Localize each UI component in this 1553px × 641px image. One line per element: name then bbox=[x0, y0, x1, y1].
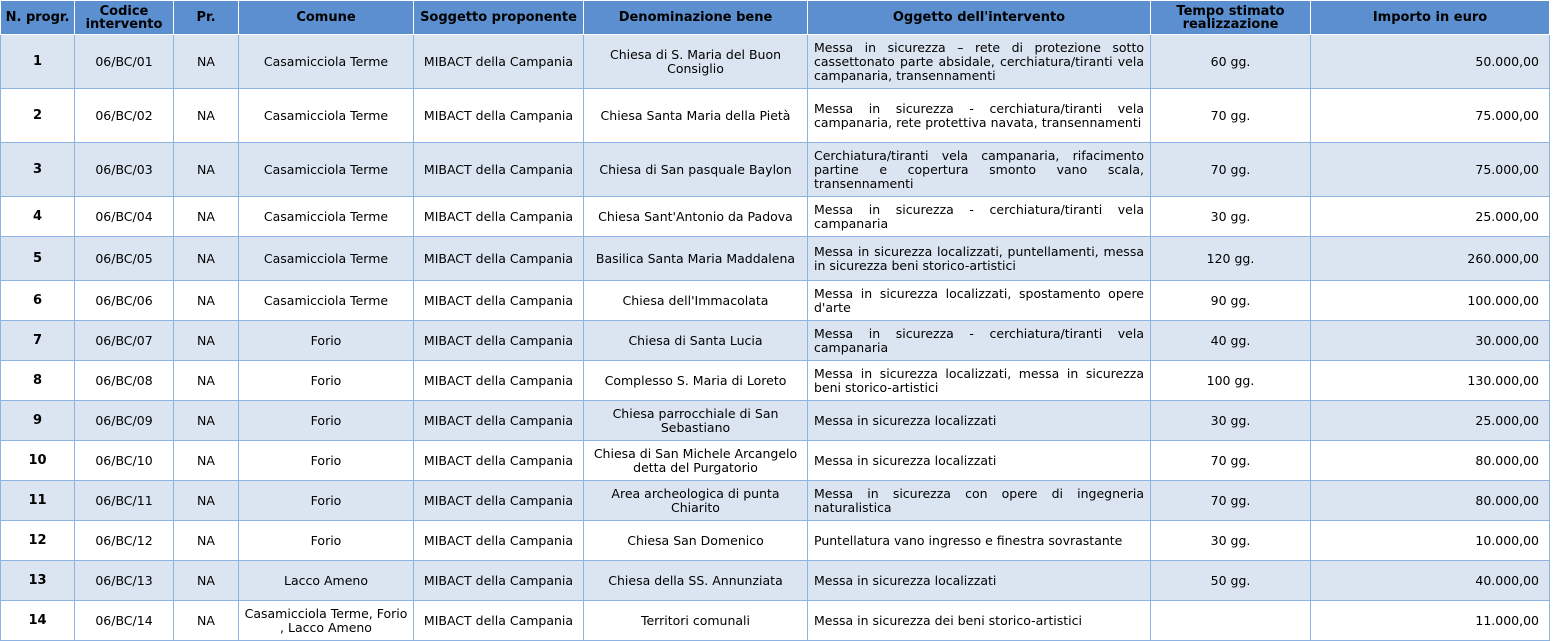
table-row bbox=[1, 481, 1550, 521]
cell-codice: 06/BC/01 bbox=[75, 35, 174, 89]
table-row bbox=[1, 35, 1550, 89]
cell-oggetto: Messa in sicurezza localizzati bbox=[808, 401, 1151, 441]
cell-soggetto: MIBACT della Campania bbox=[414, 481, 584, 521]
header-codice: Codice intervento bbox=[75, 1, 174, 35]
cell-n-progr: 2 bbox=[1, 89, 75, 143]
table-row bbox=[1, 601, 1550, 641]
cell-soggetto: MIBACT della Campania bbox=[414, 601, 584, 641]
cell-n-progr: 12 bbox=[1, 521, 75, 561]
cell-soggetto: MIBACT della Campania bbox=[414, 89, 584, 143]
cell-codice: 06/BC/04 bbox=[75, 197, 174, 237]
cell-codice: 06/BC/13 bbox=[75, 561, 174, 601]
cell-oggetto: Messa in sicurezza localizzati bbox=[808, 441, 1151, 481]
cell-tempo: 30 gg. bbox=[1151, 521, 1311, 561]
table-row bbox=[1, 401, 1550, 441]
cell-tempo: 40 gg. bbox=[1151, 321, 1311, 361]
header-pr: Pr. bbox=[174, 1, 239, 35]
cell-soggetto: MIBACT della Campania bbox=[414, 143, 584, 197]
cell-comune: Forio bbox=[239, 321, 414, 361]
cell-codice: 06/BC/06 bbox=[75, 281, 174, 321]
cell-tempo: 90 gg. bbox=[1151, 281, 1311, 321]
cell-importo: 80.000,00 bbox=[1311, 481, 1550, 521]
header-n-progr: N. progr. bbox=[1, 1, 75, 35]
cell-n-progr: 5 bbox=[1, 237, 75, 281]
cell-oggetto: Cerchiatura/tiranti vela campanaria, rifacimento partine e copertura smonto vano scala, transennamenti bbox=[808, 143, 1151, 197]
cell-pr: NA bbox=[174, 561, 239, 601]
header-importo: Importo in euro bbox=[1311, 1, 1550, 35]
cell-comune: Lacco Ameno bbox=[239, 561, 414, 601]
cell-importo: 11.000,00 bbox=[1311, 601, 1550, 641]
cell-oggetto: Messa in sicurezza - cerchiatura/tiranti vela campanaria bbox=[808, 197, 1151, 237]
cell-oggetto: Messa in sicurezza - cerchiatura/tiranti vela campanaria, rete protettiva navata, transennamenti bbox=[808, 89, 1151, 143]
table-body bbox=[1, 35, 1550, 641]
cell-tempo: 30 gg. bbox=[1151, 197, 1311, 237]
cell-pr: NA bbox=[174, 237, 239, 281]
cell-denominazione: Territori comunali bbox=[584, 601, 808, 641]
cell-tempo: 70 gg. bbox=[1151, 89, 1311, 143]
cell-denominazione: Complesso S. Maria di Loreto bbox=[584, 361, 808, 401]
table-row bbox=[1, 521, 1550, 561]
header-denominazione: Denominazione bene bbox=[584, 1, 808, 35]
cell-denominazione: Chiesa di San pasquale Baylon bbox=[584, 143, 808, 197]
cell-comune: Forio bbox=[239, 361, 414, 401]
cell-tempo: 100 gg. bbox=[1151, 361, 1311, 401]
cell-comune: Forio bbox=[239, 521, 414, 561]
cell-n-progr: 9 bbox=[1, 401, 75, 441]
cell-n-progr: 7 bbox=[1, 321, 75, 361]
cell-soggetto: MIBACT della Campania bbox=[414, 401, 584, 441]
cell-soggetto: MIBACT della Campania bbox=[414, 35, 584, 89]
cell-importo: 260.000,00 bbox=[1311, 237, 1550, 281]
cell-soggetto: MIBACT della Campania bbox=[414, 237, 584, 281]
cell-codice: 06/BC/02 bbox=[75, 89, 174, 143]
cell-soggetto: MIBACT della Campania bbox=[414, 441, 584, 481]
cell-denominazione: Chiesa di San Michele Arcangelo detta del Purgatorio bbox=[584, 441, 808, 481]
cell-n-progr: 1 bbox=[1, 35, 75, 89]
cell-soggetto: MIBACT della Campania bbox=[414, 281, 584, 321]
cell-soggetto: MIBACT della Campania bbox=[414, 521, 584, 561]
cell-importo: 75.000,00 bbox=[1311, 143, 1550, 197]
cell-tempo: 50 gg. bbox=[1151, 561, 1311, 601]
cell-n-progr: 6 bbox=[1, 281, 75, 321]
cell-pr: NA bbox=[174, 481, 239, 521]
cell-comune: Casamicciola Terme bbox=[239, 143, 414, 197]
table-row bbox=[1, 561, 1550, 601]
cell-oggetto: Messa in sicurezza localizzati, puntellamenti, messa in sicurezza beni storico-artistici bbox=[808, 237, 1151, 281]
table-row bbox=[1, 143, 1550, 197]
table-row bbox=[1, 281, 1550, 321]
cell-denominazione: Chiesa di S. Maria del Buon Consiglio bbox=[584, 35, 808, 89]
cell-comune: Forio bbox=[239, 481, 414, 521]
cell-denominazione: Basilica Santa Maria Maddalena bbox=[584, 237, 808, 281]
cell-tempo: 70 gg. bbox=[1151, 143, 1311, 197]
cell-importo: 130.000,00 bbox=[1311, 361, 1550, 401]
table-row bbox=[1, 197, 1550, 237]
cell-tempo: 70 gg. bbox=[1151, 481, 1311, 521]
cell-n-progr: 4 bbox=[1, 197, 75, 237]
cell-pr: NA bbox=[174, 321, 239, 361]
cell-oggetto: Messa in sicurezza localizzati bbox=[808, 561, 1151, 601]
cell-comune: Forio bbox=[239, 441, 414, 481]
header-soggetto: Soggetto proponente bbox=[414, 1, 584, 35]
cell-oggetto: Messa in sicurezza dei beni storico-artistici bbox=[808, 601, 1151, 641]
cell-tempo: 60 gg. bbox=[1151, 35, 1311, 89]
table-row bbox=[1, 321, 1550, 361]
cell-tempo: 30 gg. bbox=[1151, 401, 1311, 441]
cell-pr: NA bbox=[174, 361, 239, 401]
cell-pr: NA bbox=[174, 601, 239, 641]
cell-importo: 30.000,00 bbox=[1311, 321, 1550, 361]
cell-comune: Casamicciola Terme bbox=[239, 281, 414, 321]
cell-n-progr: 8 bbox=[1, 361, 75, 401]
cell-pr: NA bbox=[174, 89, 239, 143]
cell-importo: 50.000,00 bbox=[1311, 35, 1550, 89]
cell-denominazione: Chiesa Sant'Antonio da Padova bbox=[584, 197, 808, 237]
cell-n-progr: 13 bbox=[1, 561, 75, 601]
cell-denominazione: Chiesa della SS. Annunziata bbox=[584, 561, 808, 601]
table-row bbox=[1, 89, 1550, 143]
cell-n-progr: 10 bbox=[1, 441, 75, 481]
cell-pr: NA bbox=[174, 401, 239, 441]
cell-codice: 06/BC/03 bbox=[75, 143, 174, 197]
cell-soggetto: MIBACT della Campania bbox=[414, 197, 584, 237]
cell-codice: 06/BC/05 bbox=[75, 237, 174, 281]
cell-oggetto: Messa in sicurezza con opere di ingegneria naturalistica bbox=[808, 481, 1151, 521]
cell-pr: NA bbox=[174, 521, 239, 561]
table-header bbox=[1, 1, 1550, 35]
cell-codice: 06/BC/09 bbox=[75, 401, 174, 441]
table-row bbox=[1, 441, 1550, 481]
cell-denominazione: Chiesa parrocchiale di San Sebastiano bbox=[584, 401, 808, 441]
cell-pr: NA bbox=[174, 143, 239, 197]
cell-importo: 25.000,00 bbox=[1311, 401, 1550, 441]
header-oggetto: Oggetto dell'intervento bbox=[808, 1, 1151, 35]
cell-importo: 75.000,00 bbox=[1311, 89, 1550, 143]
cell-codice: 06/BC/08 bbox=[75, 361, 174, 401]
cell-soggetto: MIBACT della Campania bbox=[414, 321, 584, 361]
cell-comune: Casamicciola Terme, Forio , Lacco Ameno bbox=[239, 601, 414, 641]
cell-importo: 40.000,00 bbox=[1311, 561, 1550, 601]
cell-importo: 10.000,00 bbox=[1311, 521, 1550, 561]
cell-soggetto: MIBACT della Campania bbox=[414, 361, 584, 401]
cell-denominazione: Chiesa dell'Immacolata bbox=[584, 281, 808, 321]
cell-codice: 06/BC/12 bbox=[75, 521, 174, 561]
cell-tempo: 70 gg. bbox=[1151, 441, 1311, 481]
cell-codice: 06/BC/10 bbox=[75, 441, 174, 481]
cell-comune: Casamicciola Terme bbox=[239, 89, 414, 143]
header-row bbox=[1, 1, 1550, 35]
cell-oggetto: Messa in sicurezza – rete di protezione sotto cassettonato parte absidale, cerchiatura/tiranti vela campanaria, transennamenti bbox=[808, 35, 1151, 89]
cell-pr: NA bbox=[174, 197, 239, 237]
cell-importo: 25.000,00 bbox=[1311, 197, 1550, 237]
cell-n-progr: 11 bbox=[1, 481, 75, 521]
cell-n-progr: 14 bbox=[1, 601, 75, 641]
cell-tempo bbox=[1151, 601, 1311, 641]
cell-soggetto: MIBACT della Campania bbox=[414, 561, 584, 601]
cell-denominazione: Chiesa di Santa Lucia bbox=[584, 321, 808, 361]
cell-denominazione: Chiesa Santa Maria della Pietà bbox=[584, 89, 808, 143]
cell-pr: NA bbox=[174, 35, 239, 89]
cell-oggetto: Puntellatura vano ingresso e finestra sovrastante bbox=[808, 521, 1151, 561]
cell-n-progr: 3 bbox=[1, 143, 75, 197]
cell-codice: 06/BC/07 bbox=[75, 321, 174, 361]
cell-pr: NA bbox=[174, 441, 239, 481]
cell-codice: 06/BC/11 bbox=[75, 481, 174, 521]
table-row bbox=[1, 237, 1550, 281]
table-row bbox=[1, 361, 1550, 401]
cell-oggetto: Messa in sicurezza localizzati, messa in sicurezza beni storico-artistici bbox=[808, 361, 1151, 401]
cell-comune: Forio bbox=[239, 401, 414, 441]
header-comune: Comune bbox=[239, 1, 414, 35]
cell-importo: 80.000,00 bbox=[1311, 441, 1550, 481]
cell-tempo: 120 gg. bbox=[1151, 237, 1311, 281]
cell-denominazione: Area archeologica di punta Chiarito bbox=[584, 481, 808, 521]
cell-codice: 06/BC/14 bbox=[75, 601, 174, 641]
header-tempo: Tempo stimato realizzazione bbox=[1151, 1, 1311, 35]
cell-pr: NA bbox=[174, 281, 239, 321]
cell-denominazione: Chiesa San Domenico bbox=[584, 521, 808, 561]
cell-oggetto: Messa in sicurezza - cerchiatura/tiranti vela campanaria bbox=[808, 321, 1151, 361]
cell-importo: 100.000,00 bbox=[1311, 281, 1550, 321]
cell-comune: Casamicciola Terme bbox=[239, 35, 414, 89]
cell-oggetto: Messa in sicurezza localizzati, spostamento opere d'arte bbox=[808, 281, 1151, 321]
cell-comune: Casamicciola Terme bbox=[239, 237, 414, 281]
cell-comune: Casamicciola Terme bbox=[239, 197, 414, 237]
